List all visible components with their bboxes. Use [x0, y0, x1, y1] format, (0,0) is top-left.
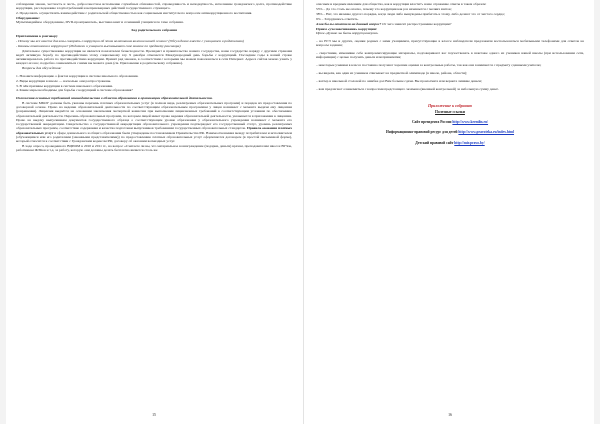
paragraph: соблюдение закона, честность и честь, добросовестное исполнение служебных обязанностей, справедливость и неподкупность, исполнение гражданского долга, противодействие коррупции, расследование злоупотреблений и неправомерных действий государственного служащего. [16, 2, 292, 11]
section-heading-law: Положения основных требований законодательства в области образования к организации образовательной деятельности. [16, 95, 213, 100]
paid-services-label: Правила оказания платных образовательных услуг [16, 126, 292, 135]
page-15-column [16, 2, 292, 153]
page-16-column [316, 2, 584, 145]
paragraph: Длительное существование коррупции не является показателем безысходности. Президент и правительство нашего государства, наше государство наряду с другими странами ведёт активную борьбу по противодействию этому социальному злу. 9 декабря отмечается Международный день борьбы с коррупцией. Последние годы в нашей стране активизировалась работа по противодействию коррупции. Принят ряд законов, в соответствии с которыми мы можем пожаловаться в сети Интернет. Адреса сайтов можно узнать у каждого из нас, подробно ознакомиться с ними вы можете дома (см. Приложение к родительскому собранию). [16, 48, 292, 66]
page-number: 15 [152, 412, 156, 417]
paragraph: опасным и вредным явлением для общества, как и коррупция власти?» наше отражение ответы в таком образом: [316, 2, 487, 6]
reference-president [316, 120, 584, 124]
reference-link[interactable]: http://www.kremlin.ru/ [452, 120, 489, 125]
list-item: 2. Виды коррупции в школе — насколько они распространены. [16, 78, 112, 83]
dilemma-item: – вахтер в школьной столовой по ошибке дал Вам больше сдачи. Вы промолчите или вернете лишние деньги; [316, 79, 482, 84]
appendix-subtitle: Полезные ссылки [435, 109, 465, 114]
stat-line: 38% – Нет, это явление другого порядка, когда люди либо вынуждены прибегать к этому, либо делают это от чистого сердца; [316, 11, 505, 16]
dilemma-item: – на ЕГЭ мы и других, оценки родных с нами учащимися, присутствующие в классе наблюдатели предложили воспользоваться мобильными телефонами для ответов на вопросы задания; [316, 38, 584, 48]
section-heading: Ход родительского собрания [131, 27, 177, 32]
paragraph: В ходе опроса, проведенного ВЦИОМ в 2010 и 2011 гг., на вопрос «Считаете ли вы, что материальное вознаграждение (подарки, деньги) врачам, преподавателям школ и ВУЗов, работникам ЖЭКов и т.д. за работу, которую они должны делать бесплатно является столь же [16, 144, 292, 153]
subheading: Приглашение к разговору [16, 33, 58, 38]
question-bold: Ахак бы вы ответили на данный вопрос? [316, 21, 382, 26]
method-tail: Прим «Думаю зы быть коррупционером» [316, 30, 379, 35]
equipment-block [16, 16, 292, 25]
question-line [316, 22, 584, 26]
reference-link[interactable]: http://mir.pravo.by/ [454, 140, 485, 145]
reference-mir-pravo [316, 141, 584, 145]
paragraph-text: В системе МБОУ должны быть указаны перечень платных образовательных услуг (в полном виде, реализуемых образовательных программ) и порядок их предоставления по договорной основе. Право на ведение образовательной деятельности по соответствующим образовательным программам у лицея возникает с момента выдачи ему лицензии (разрешения). Лицензия выдаётся на основании заключения экспертной комиссии при выполнении лицензионных требований к соответствующим условиям по обеспечению образовательной деятельности. Перечень образовательных программ, по которым лицей имеет право ведения образовательной деятельности, указывается в приложении к лицензии. Право на выдачу выпускникам документов государственного образца о соответствующем уровне образования у образовательного учреждения возникает с момента его государственной аккредитации. Свидетельство о государственной аккредитации образовательного учреждения подтверждает его государственный статус, уровень реализуемых образовательных программ, соответствие содержания и качества подготовки выпускников требованиям государственных образовательных стандартов. [16, 100, 292, 131]
question: - Каковы отношения к коррупции? (Родители и учащиеся высказывают свое мнение по предмету разговора) [16, 43, 181, 48]
discussion-list [16, 74, 292, 92]
reference-label: Сайт президента России [411, 120, 452, 125]
reference-pravoteka [316, 130, 584, 134]
list-item: 4. Какие меры необходимы для борьбы с коррупцией в системе образования? [16, 88, 133, 93]
reference-label: Детский правовой сайт [415, 140, 454, 145]
list-item: 3. В чём причины коррупции в системе школьного образования. [16, 83, 113, 88]
dilemma-item: – сверстники, изменивие себе компромиссирующие материалы, подговаривают вас поучаствовать в шантаже одного из учеников вашей школы (при использовании сети, информации) с целью получить деньги или привилегии; [316, 51, 584, 60]
stat-line: 9% – Затрудняюсь ответить. [316, 16, 359, 21]
reference-link[interactable]: http://www.pravoteka.ru/index.html [458, 130, 515, 135]
document-spread [6, 0, 594, 424]
dilemma-item: – вы видели, как один из учеников списывает на предметной олимпиаде (в школе, районе, области); [316, 71, 468, 76]
list-item: 1. Назовите информацию о фактах коррупции в системе школьного образования. [16, 74, 139, 79]
dilemma-item: – некоторые ученики в классе постоянно получают хорошие оценки за контрольные работы, так как они занимаются с предмету сданными учителю; [316, 63, 542, 68]
dilemma-item: – вам предлагают ознакомиться с вопросами предстоящего экзамена (внешней контрольной) за небольшую сумму денег. [316, 87, 499, 92]
appendix-title: Приложение к собранию [427, 103, 473, 108]
page-15 [8, 0, 300, 424]
method-bold: Прием «учеловечивания» коррупции: [316, 26, 378, 31]
paragraph: 2. Продолжать осуществлять взаимодействие с родительской общественностью как социальным институтом по вопросам антикоррупционного воспитания. [16, 11, 253, 16]
paragraph [16, 101, 292, 144]
stat-line: 53% – Да это столь же опасно, почему что коррупция как раз начинается с мелких взяток; [316, 6, 452, 11]
questions-label: Вопросы для обсуждения: [22, 66, 62, 71]
page-16 [308, 0, 592, 424]
page-number: 16 [448, 412, 452, 417]
question: - Почему мы все вместе должны говорить о коррупции об этом негативном явлении нашей жизни? (Обсуждение вместе с учащимися и родителями) [16, 38, 244, 43]
method-line [316, 27, 584, 36]
equipment-text: Мультимедийное оборудование, DVD-проигрыватель, выставка книг и сочинений учащихся по теме собрания. [16, 20, 184, 25]
paragraph-text: в сфере дошкольного и общего образования были утверждены постановлением Правительства РФ. Взаимоотношения между потребителем и исполнителем (обучающимся или его родителями (законными представителями)) по предоставлению платных образовательных услуг оформляются договором (в простой письменной форме), который относится к соответствии с Гражданским кодексом РФ, договору об оказании возмездных услуг. [16, 130, 292, 144]
reference-label: Информационно-правовой ресурс для детей [385, 130, 458, 135]
page-gutter [303, 0, 304, 424]
equipment-label: Оборудование: [16, 16, 40, 21]
question-tail: От чего зависит распространение коррупции? [382, 21, 452, 26]
